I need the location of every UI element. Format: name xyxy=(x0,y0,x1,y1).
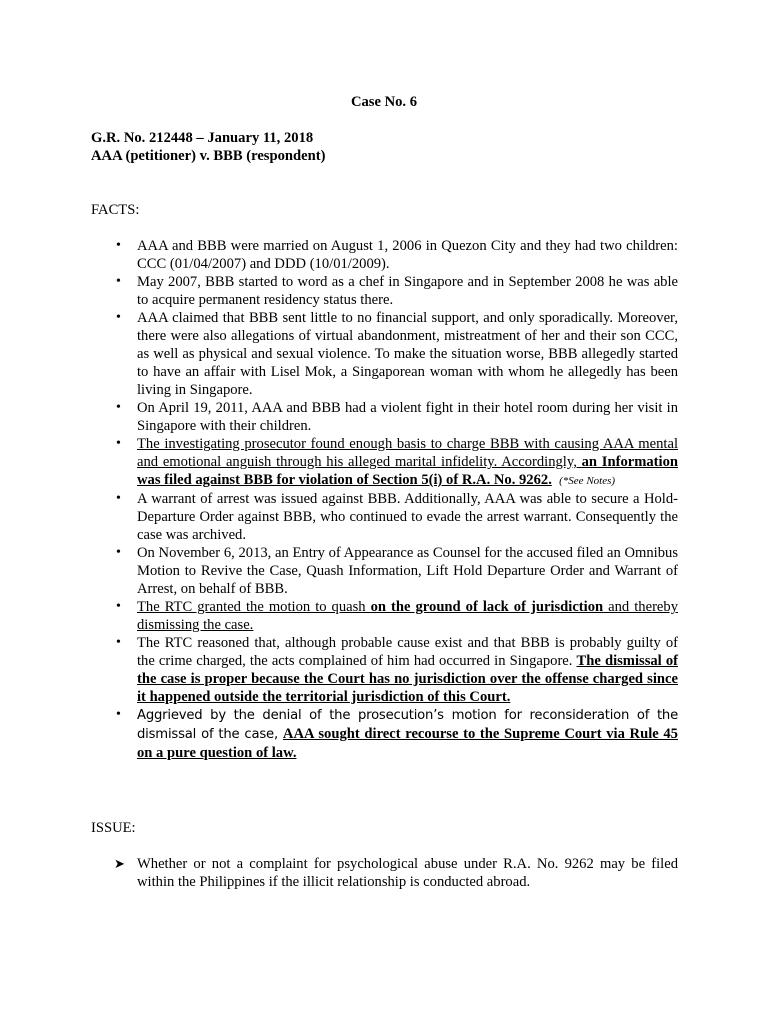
bullet-icon: • xyxy=(116,635,121,650)
fact-text: AAA claimed that BBB sent little to no financial support, and only sporadically. Moreover, there were also allegations of virtual abandonment, mistreatment of her and their son CCC, as well as physical and sexual violence. To make the situation worse, BBB allegedly started to have an affair with Lisel Mok, a Singaporean woman with whom he allegedly has been living in Singapore. xyxy=(137,310,678,398)
bullet-icon: • xyxy=(116,491,121,506)
case-title: Case No. 6 xyxy=(350,94,418,110)
fact-text-bold-underlined: AAA sought direct recourse to the Supreme Court via Rule 45 on a pure question of law. xyxy=(137,726,678,761)
list-item xyxy=(0,435,768,490)
list-item xyxy=(0,490,768,544)
fact-text-underlined: The RTC granted the motion to quash xyxy=(137,599,371,615)
fact-text: The RTC reasoned that, although probable cause exist and that BBB is probably guilty of the crime charged, the acts complained of him had occurred in Singapore. xyxy=(137,635,678,669)
fact-text-underlined: and thereby dismissing the case. xyxy=(137,599,678,633)
fact-text: AAA and BBB were married on August 1, 2006 in Quezon City and they had two children: CCC (01/04/2007) and DDD (10/01/2009). xyxy=(137,238,678,272)
fact-text: May 2007, BBB started to word as a chef in Singapore and in September 2008 he was able to acquire permanent residency status there. xyxy=(137,274,678,308)
bullet-icon: • xyxy=(116,599,121,614)
bullet-icon: • xyxy=(116,310,121,325)
bullet-icon: • xyxy=(116,274,121,289)
fact-text-bold-underlined: on the ground of lack of jurisdiction xyxy=(370,599,604,615)
bullet-icon: • xyxy=(116,436,121,451)
facts-list xyxy=(0,237,768,762)
fact-text: On November 6, 2013, an Entry of Appearance as Counsel for the accused filed an Omnibus Motion to Revive the Case, Quash Information, Lift Hold Departure Order and Warrant of Arrest, on behalf of BBB. xyxy=(137,545,678,597)
gr-number: G.R. No. 212448 – January 11, 2018 xyxy=(91,130,314,146)
fact-text: On April 19, 2011, AAA and BBB had a violent fight in their hotel room during her visit in Singapore with their children. xyxy=(137,400,678,434)
bullet-icon: • xyxy=(116,545,121,560)
bullet-icon: • xyxy=(116,400,121,415)
list-item xyxy=(0,634,768,706)
see-notes-annotation: (*See Notes) xyxy=(559,475,616,487)
facts-heading: FACTS: xyxy=(91,202,140,218)
fact-text: Aggrieved by the denial of the prosecution’s motion for reconsideration of the dismissal of the case, xyxy=(137,708,678,742)
issue-text: Whether or not a complaint for psychological abuse under R.A. No. 9262 may be filed within the Philippines if the illicit relationship is conducted abroad. xyxy=(137,856,678,890)
list-item xyxy=(0,598,768,634)
arrow-bullet-icon: ➤ xyxy=(114,856,125,871)
list-item xyxy=(0,855,768,891)
list-item xyxy=(0,399,768,435)
case-parties: AAA (petitioner) v. BBB (respondent) xyxy=(91,148,326,164)
fact-text: A warrant of arrest was issued against BBB. Additionally, AAA was able to secure a Hold-Departure Order against BBB, who continued to evade the arrest warrant. Consequently the case was archived. xyxy=(137,491,678,543)
list-item xyxy=(0,237,768,273)
fact-text-bold-underlined: The dismissal of the case is proper because the Court has no jurisdiction over the offense charged since it happened outside the territorial jurisdiction of this Court. xyxy=(137,653,678,705)
bullet-icon: • xyxy=(116,707,121,722)
issue-list xyxy=(0,855,768,891)
fact-text-underlined: The investigating prosecutor found enough basis to charge BBB with causing AAA mental and emotional anguish through his alleged marital infidelity. Accordingly, xyxy=(137,436,678,470)
issue-heading: ISSUE: xyxy=(91,820,136,836)
fact-text-bold-underlined: an Information was filed against BBB for violation of Section 5(i) of R.A. No. 9262. xyxy=(137,454,678,488)
list-item xyxy=(0,309,768,399)
list-item xyxy=(0,544,768,598)
bullet-icon: • xyxy=(116,238,121,253)
list-item xyxy=(0,273,768,309)
list-item xyxy=(0,706,768,762)
